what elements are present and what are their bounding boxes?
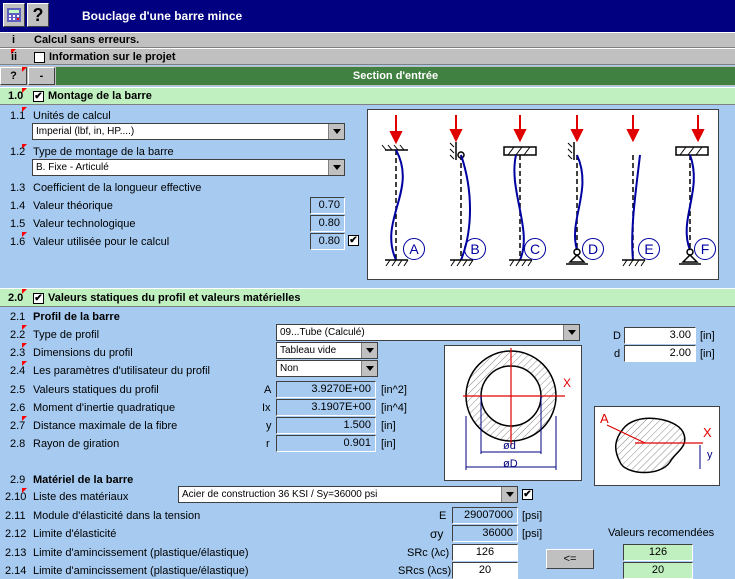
chevron-down-icon[interactable] xyxy=(563,325,579,340)
gyration-unit: [in] xyxy=(381,438,396,450)
status-num: i xyxy=(12,34,16,46)
chevron-down-icon[interactable] xyxy=(328,124,344,139)
row-2-4-num: 2.4 xyxy=(10,365,26,377)
project-num: ii xyxy=(11,51,18,63)
inner-diameter-sym: d xyxy=(614,348,621,360)
profile-type-dropdown[interactable] xyxy=(276,324,580,341)
axis-x2-label: X xyxy=(703,425,712,440)
gyration-value: 0.901 xyxy=(276,435,376,452)
row-1-5-label: Valeur technologique xyxy=(33,218,136,230)
row-2-5-num: 2.5 xyxy=(10,384,26,396)
slenderness-cs-input[interactable]: 20 xyxy=(452,562,518,579)
inner-diameter-input[interactable]: 2.00 xyxy=(624,345,696,362)
row-2-7-label: Distance maximale de la fibre xyxy=(33,420,178,432)
row-2-13-sym: SRc (λc) xyxy=(407,547,450,559)
row-2-5-sym: A xyxy=(264,384,272,396)
row-2-8-label: Rayon de giration xyxy=(33,438,120,450)
row-2-14-sym: SRcs (λcs) xyxy=(398,565,452,577)
row-2-11-num: 2.11 xyxy=(5,510,26,522)
used-value: 0.80 xyxy=(310,233,345,250)
slenderness-c-recommended: 126 xyxy=(623,544,693,561)
row-2-13-label: Limite d'amincissement (plastique/élastique) xyxy=(33,547,249,559)
row-2-12-sym: σy xyxy=(430,527,444,541)
profile-type-value: 09...Tube (Calculé) xyxy=(280,327,365,338)
section-2-header[interactable] xyxy=(0,288,735,307)
fiber-distance-unit: [in] xyxy=(381,420,396,432)
row-2-3-label: Dimensions du profil xyxy=(33,347,133,359)
inner-dia-label: ød xyxy=(503,440,516,452)
row-2-1-label: Profil de la barre xyxy=(33,311,120,323)
chevron-down-icon[interactable] xyxy=(328,160,344,175)
help-small-button[interactable]: ? xyxy=(0,67,27,85)
axis-y-label: y xyxy=(707,449,713,461)
mount-type-dropdown[interactable] xyxy=(32,159,345,176)
diagram-label-e: E xyxy=(638,238,660,260)
row-2-6-num: 2.6 xyxy=(10,402,26,414)
diagram-label-a: A xyxy=(403,238,425,260)
row-2-6-sym: Ix xyxy=(262,402,271,414)
row-2-14-num: 2.14 xyxy=(5,565,27,577)
window-title: Bouclage d'une barre mince xyxy=(82,9,243,23)
diagram-label-c: C xyxy=(524,238,546,260)
row-1-3-label: Coefficient de la longueur effective xyxy=(33,182,202,194)
row-1-2-label: Type de montage de la barre xyxy=(33,146,174,158)
axis-x-label: X xyxy=(563,376,572,390)
row-2-7-num: 2.7 xyxy=(10,420,26,432)
slenderness-cs-recommended: 20 xyxy=(623,562,693,579)
row-1-1-num: 1.1 xyxy=(10,110,26,122)
row-1-4-label: Valeur théorique xyxy=(33,200,113,212)
area-unit: [in^2] xyxy=(381,384,407,396)
row-2-11-label: Module d'élasticité dans la tension xyxy=(33,510,201,522)
technological-value: 0.80 xyxy=(310,215,345,232)
slenderness-c-input[interactable]: 126 xyxy=(452,544,518,561)
row-2-1-num: 2.1 xyxy=(10,311,26,323)
profile-dims-value: Tableau vide xyxy=(280,345,337,356)
row-2-8-num: 2.8 xyxy=(10,438,26,450)
project-text: Information sur le projet xyxy=(49,51,176,63)
outer-diameter-sym: D xyxy=(613,330,621,342)
section-1-checkbox[interactable]: ✔ xyxy=(34,91,43,102)
inner-diameter-unit: [in] xyxy=(700,348,715,360)
project-row[interactable] xyxy=(0,48,735,65)
row-1-5-num: 1.5 xyxy=(10,218,26,230)
diagram-label-f: F xyxy=(694,238,716,260)
fiber-distance-value: 1.500 xyxy=(276,417,376,434)
tube-section-diagram xyxy=(444,345,582,481)
row-2-10-label: Liste des matériaux xyxy=(33,491,129,503)
row-2-7-sym: y xyxy=(266,420,272,432)
section-2-checkbox[interactable]: ✔ xyxy=(34,293,43,304)
row-2-9-num: 2.9 xyxy=(10,474,26,486)
section-2-num: 2.0 xyxy=(8,292,24,304)
collapse-button[interactable]: - xyxy=(28,67,55,85)
calculator-icon[interactable] xyxy=(3,3,25,27)
section-input-title: Section d'entrée xyxy=(56,67,735,85)
status-row xyxy=(0,32,735,48)
inertia-value: 3.1907E+00 xyxy=(276,399,376,416)
chevron-down-icon[interactable] xyxy=(501,487,517,502)
section-input-row xyxy=(0,66,735,86)
inertia-unit: [in^4] xyxy=(381,402,407,414)
copy-recommended-button[interactable]: <= xyxy=(546,549,594,569)
theoretical-value: 0.70 xyxy=(310,197,345,214)
row-2-11-sym: E xyxy=(439,510,447,522)
row-2-4-label: Les paramètres d'utilisateur du profil xyxy=(33,365,210,377)
section-1-title: Montage de la barre xyxy=(48,90,152,102)
row-1-4-num: 1.4 xyxy=(10,200,26,212)
units-dropdown[interactable] xyxy=(32,123,345,140)
row-2-12-num: 2.12 xyxy=(5,528,27,540)
row-1-3-num: 1.3 xyxy=(10,182,26,194)
row-2-8-sym: r xyxy=(266,438,270,450)
note-marker xyxy=(22,67,27,72)
yield-unit: [psi] xyxy=(522,528,543,540)
row-2-3-num: 2.3 xyxy=(10,347,26,359)
diagram-label-b: B xyxy=(464,238,486,260)
diagram-label-d: D xyxy=(582,238,604,260)
status-text: Calcul sans erreurs. xyxy=(34,34,140,46)
title-bar xyxy=(0,0,735,32)
row-2-6-label: Moment d'inertie quadratique xyxy=(33,402,176,414)
used-value-checkbox[interactable]: ✔ xyxy=(349,235,358,246)
row-2-2-num: 2.2 xyxy=(10,329,26,341)
row-1-6-num: 1.6 xyxy=(10,236,26,248)
outer-diameter-input[interactable]: 3.00 xyxy=(624,327,696,344)
mounting-diagram xyxy=(367,109,719,280)
material-checkbox[interactable]: ✔ xyxy=(523,489,532,500)
axis-a-label: A xyxy=(600,411,609,426)
row-1-1-label: Unités de calcul xyxy=(33,110,111,122)
project-checkbox[interactable] xyxy=(34,52,45,63)
section-1-num: 1.0 xyxy=(8,90,24,102)
elasticity-unit: [psi] xyxy=(522,510,543,522)
row-2-14-label: Limite d'amincissement (plastique/élastique) xyxy=(33,565,249,577)
chevron-down-icon[interactable] xyxy=(361,343,377,358)
material-dropdown[interactable] xyxy=(178,486,518,503)
row-2-5-label: Valeurs statiques du profil xyxy=(33,384,159,396)
row-1-2-num: 1.2 xyxy=(10,146,26,158)
mount-type-value: B. Fixe - Articulé xyxy=(36,162,109,173)
units-value: Imperial (lbf, in, HP....) xyxy=(36,126,135,137)
row-2-9-label: Matériel de la barre xyxy=(33,474,134,486)
outer-diameter-unit: [in] xyxy=(700,330,715,342)
elasticity-value: 29007000 xyxy=(452,507,518,524)
row-2-12-label: Limite d'élasticité xyxy=(33,528,117,540)
recommended-title: Valeurs recomendées xyxy=(608,527,715,539)
user-params-value: Non xyxy=(280,363,299,374)
chevron-down-icon[interactable] xyxy=(361,361,377,376)
yield-value: 36000 xyxy=(452,525,518,542)
row-1-6-label: Valeur utilisée pour le calcul xyxy=(33,236,170,248)
section-2-title: Valeurs statiques du profil et valeurs matérielles xyxy=(48,292,301,304)
area-value: 3.9270E+00 xyxy=(276,381,376,398)
help-button[interactable]: ? xyxy=(27,3,49,27)
section-1-header[interactable] xyxy=(0,87,735,105)
outer-dia-label: øD xyxy=(503,458,518,470)
row-2-10-num: 2.10 xyxy=(5,491,27,503)
material-value: Acier de construction 36 KSI / Sy=36000 psi xyxy=(182,489,378,500)
row-2-2-label: Type de profil xyxy=(33,329,100,341)
user-params-dropdown[interactable] xyxy=(276,360,378,377)
profile-dims-dropdown[interactable] xyxy=(276,342,378,359)
section-axis-diagram xyxy=(594,406,720,486)
row-2-13-num: 2.13 xyxy=(5,547,27,559)
